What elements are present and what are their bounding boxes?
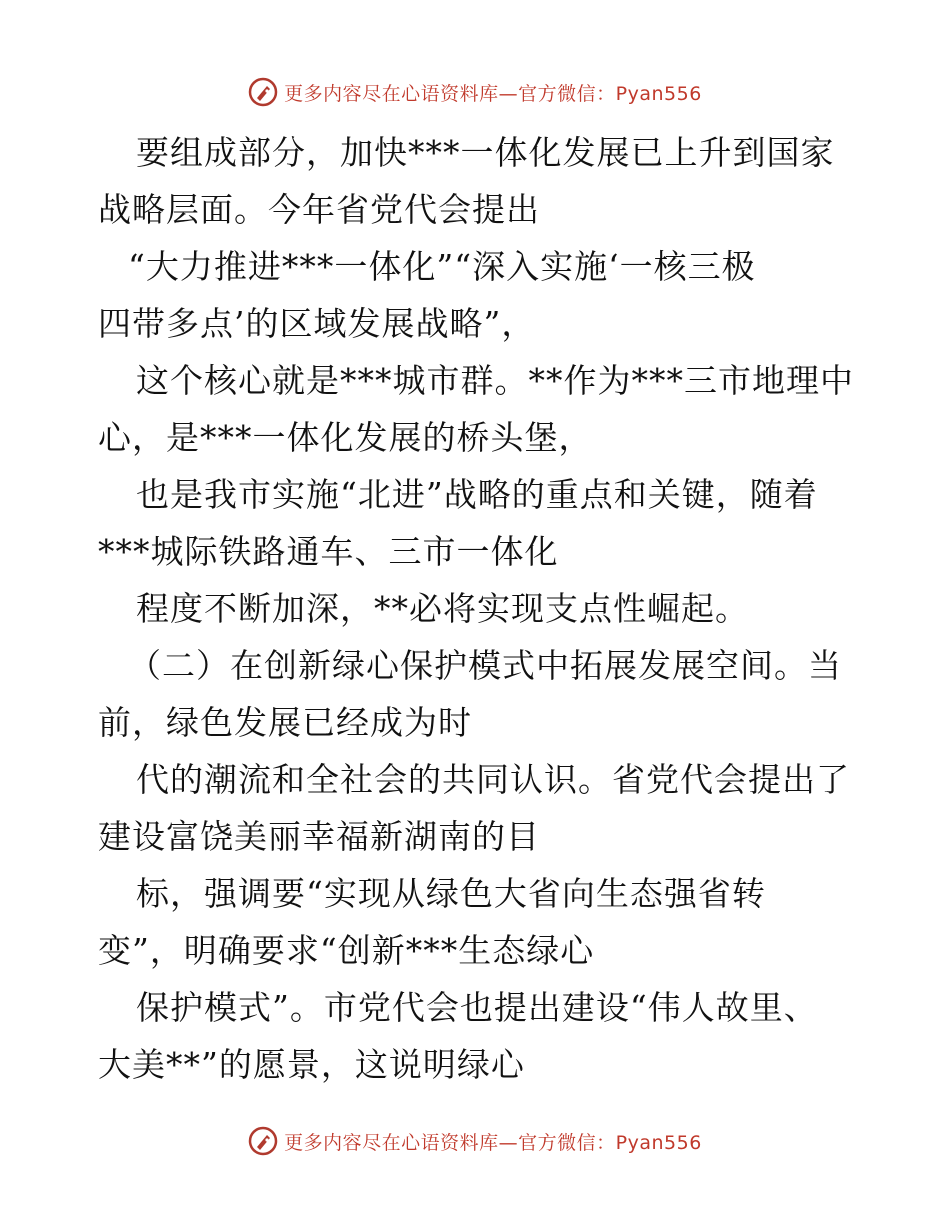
paragraph-line: 标，强调要“实现从绿色大省向生态强省转: [136, 874, 766, 913]
paragraph-line: 变”，明确要求“创新***生态绿心: [98, 931, 595, 970]
footer-banner: [0, 1121, 950, 1161]
paragraph-line: 程度不断加深，**必将实现支点性崛起。: [136, 589, 749, 628]
paragraph-line: 这个核心就是***城市群。**作为***三市地理中: [136, 361, 854, 400]
header-banner: [0, 72, 950, 112]
section-heading-line: （二）在创新绿心保护模式中拓展发展空间。当: [128, 646, 842, 685]
footer-banner-text: 更多内容尽在心语资料库—官方微信：Pyan556: [284, 1131, 702, 1154]
paragraph-line: 战略层面。今年省党代会提出: [98, 190, 540, 229]
paragraph-line: ***城际铁路通车、三市一体化: [98, 532, 559, 571]
paragraph-line: 前，绿色发展已经成为时: [98, 703, 472, 742]
paragraph-line: 四带多点’的区域发展战略”，: [98, 304, 536, 343]
pen-nib-logo-icon: [248, 77, 278, 107]
paragraph-line: 要组成部分，加快***一体化发展已上升到国家: [136, 133, 835, 172]
paragraph-line: 建设富饶美丽幸福新湖南的目: [98, 817, 540, 856]
paragraph-line: 代的潮流和全社会的共同认识。省党代会提出了: [136, 760, 850, 799]
paragraph-line: “大力推进***一体化”“深入实施‘一核三极: [128, 247, 756, 286]
header-banner-text: 更多内容尽在心语资料库—官方微信：Pyan556: [284, 82, 702, 105]
paragraph-line: 也是我市实施“北进”战略的重点和关键，随着: [136, 475, 818, 514]
pen-nib-logo-icon: [248, 1126, 278, 1156]
document-body: [98, 124, 858, 1093]
paragraph-line: 大美**”的愿景，这说明绿心: [98, 1045, 525, 1084]
paragraph-line: 保护模式”。市党代会也提出建设“伟人故里、: [136, 988, 818, 1027]
paragraph-line: 心，是***一体化发展的桥头堡，: [98, 418, 593, 457]
